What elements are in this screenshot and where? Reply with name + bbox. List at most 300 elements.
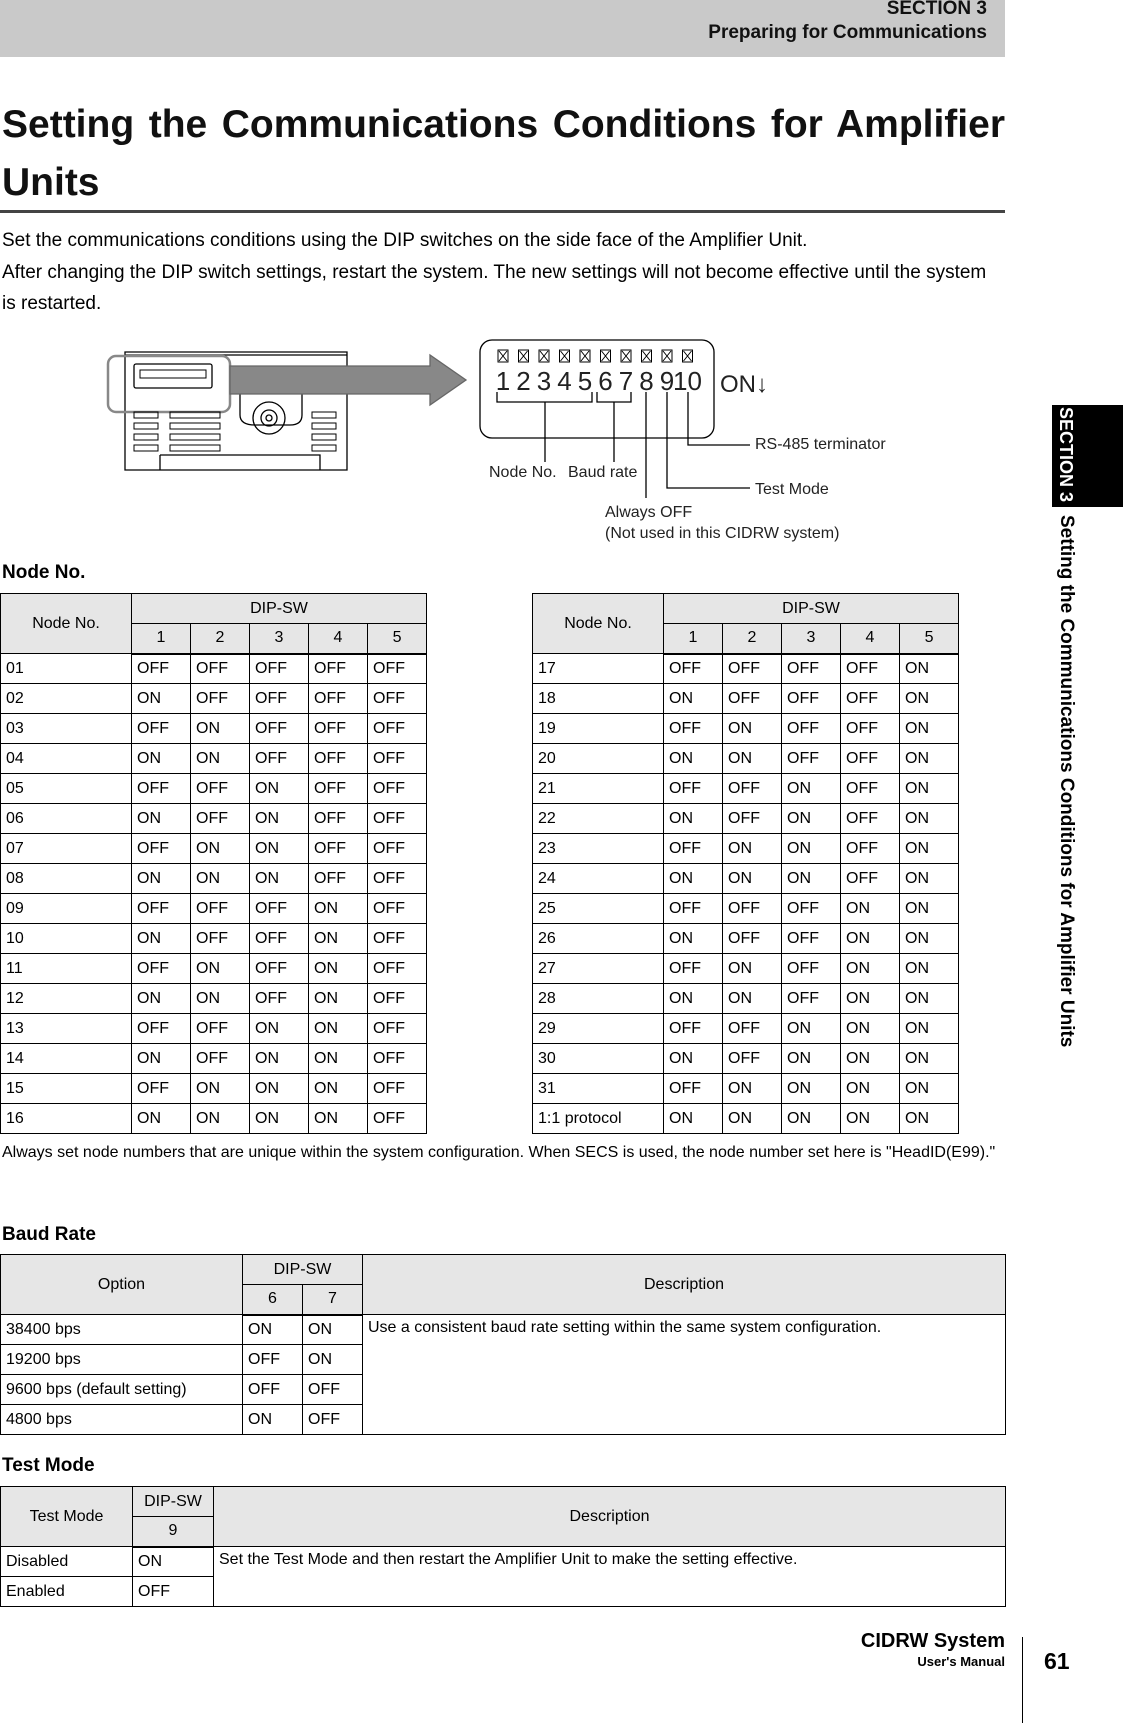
col-switch-2: 2 xyxy=(191,624,250,654)
switch-state: OFF xyxy=(782,954,841,984)
switch-state: OFF xyxy=(368,834,427,864)
node-number: 02 xyxy=(1,684,132,714)
col-switch-7: 7 xyxy=(303,1285,363,1315)
switch-state: OFF xyxy=(723,924,782,954)
switch-state: OFF xyxy=(368,654,427,684)
switch-state: OFF xyxy=(191,894,250,924)
table-row xyxy=(533,714,959,744)
switch-state: ON xyxy=(900,1014,959,1044)
col-node-no: Node No. xyxy=(1,594,132,654)
switch-state: OFF xyxy=(723,654,782,684)
node-number: 21 xyxy=(533,774,664,804)
switch-number: 2 xyxy=(516,366,531,396)
switch-state: ON xyxy=(132,684,191,714)
node-number: 13 xyxy=(1,1014,132,1044)
switch-state: ON xyxy=(132,1044,191,1074)
table-row xyxy=(1,894,427,924)
node-number: 04 xyxy=(1,744,132,774)
switch-state: OFF xyxy=(368,984,427,1014)
option-label: 38400 bps xyxy=(1,1315,243,1345)
switch-state: OFF xyxy=(133,1577,214,1607)
table-row xyxy=(1,924,427,954)
switch-state: OFF xyxy=(132,894,191,924)
switch-state: OFF xyxy=(250,894,309,924)
switch-state: OFF xyxy=(841,804,900,834)
switch-state: ON xyxy=(723,864,782,894)
table-row xyxy=(1,1315,1006,1345)
switch-state: ON xyxy=(900,864,959,894)
table-row xyxy=(533,654,959,684)
option-label: 19200 bps xyxy=(1,1345,243,1375)
switch-state: ON xyxy=(250,1104,309,1134)
option-label: Disabled xyxy=(1,1547,133,1577)
switch-state: ON xyxy=(309,1074,368,1104)
footer-product: CIDRW System xyxy=(860,1630,1005,1652)
table-row xyxy=(533,1044,959,1074)
switch-state: OFF xyxy=(132,1074,191,1104)
switch-state: ON xyxy=(132,924,191,954)
label-test-mode: Test Mode xyxy=(755,481,829,498)
description-cell: Set the Test Mode and then restart the Amplifier Unit to make the setting effective. xyxy=(214,1547,1006,1607)
node-number: 16 xyxy=(1,1104,132,1134)
switch-state: OFF xyxy=(132,714,191,744)
zoom-arrow xyxy=(230,355,466,405)
switch-state: ON xyxy=(309,924,368,954)
switch-state: ON xyxy=(250,834,309,864)
node-number: 28 xyxy=(533,984,664,1014)
switch-state: OFF xyxy=(250,654,309,684)
table-row xyxy=(1,1104,427,1134)
switch-state: ON xyxy=(723,744,782,774)
switch-state: OFF xyxy=(309,834,368,864)
switch-state: ON xyxy=(664,924,723,954)
col-switch-4: 4 xyxy=(841,624,900,654)
table-row xyxy=(533,804,959,834)
switch-state: OFF xyxy=(782,684,841,714)
node-no-table-left xyxy=(0,593,427,1134)
table-row xyxy=(533,684,959,714)
switch-state: ON xyxy=(309,984,368,1014)
description-cell: Use a consistent baud rate setting within the same system configuration. xyxy=(363,1315,1006,1435)
table-row xyxy=(1,1044,427,1074)
col-dip-sw: DIP-SW xyxy=(133,1487,214,1517)
node-number: 05 xyxy=(1,774,132,804)
col-description: Description xyxy=(363,1255,1006,1315)
switch-state: ON xyxy=(303,1345,363,1375)
switch-state: ON xyxy=(664,1044,723,1074)
switch-state: OFF xyxy=(303,1375,363,1405)
switch-state: OFF xyxy=(841,684,900,714)
switch-state: OFF xyxy=(309,684,368,714)
option-label: Enabled xyxy=(1,1577,133,1607)
switch-state: OFF xyxy=(782,924,841,954)
switch-state: OFF xyxy=(664,654,723,684)
switch-state: ON xyxy=(191,1104,250,1134)
baud-rate-table xyxy=(0,1254,1006,1435)
col-switch-4: 4 xyxy=(309,624,368,654)
switch-state: OFF xyxy=(368,894,427,924)
col-option: Option xyxy=(1,1255,243,1315)
switch-state: ON xyxy=(250,774,309,804)
node-number: 30 xyxy=(533,1044,664,1074)
switch-state: OFF xyxy=(782,894,841,924)
switch-state: OFF xyxy=(191,774,250,804)
switch-state: ON xyxy=(664,804,723,834)
switch-state: ON xyxy=(191,1074,250,1104)
switch-state: OFF xyxy=(723,774,782,804)
test-mode-heading: Test Mode xyxy=(2,1455,95,1476)
switch-state: OFF xyxy=(191,1044,250,1074)
switch-state: OFF xyxy=(841,744,900,774)
switch-state: OFF xyxy=(664,1074,723,1104)
table-row xyxy=(533,1104,959,1134)
switch-state: OFF xyxy=(309,804,368,834)
switch-state: OFF xyxy=(782,984,841,1014)
switch-state: ON xyxy=(664,984,723,1014)
switch-state: ON xyxy=(782,1074,841,1104)
node-no-heading: Node No. xyxy=(2,562,86,583)
switch-number: 5 xyxy=(577,366,593,396)
node-number: 14 xyxy=(1,1044,132,1074)
table-row xyxy=(1,984,427,1014)
switch-state: ON xyxy=(664,744,723,774)
switch-state: OFF xyxy=(250,684,309,714)
switch-state: ON xyxy=(841,1074,900,1104)
node-number: 03 xyxy=(1,714,132,744)
dip-switch-diagram xyxy=(0,330,1005,550)
switch-state: ON xyxy=(782,804,841,834)
switch-state: ON xyxy=(900,924,959,954)
switch-state: ON xyxy=(309,954,368,984)
node-number: 23 xyxy=(533,834,664,864)
table-row xyxy=(533,1074,959,1104)
switch-state: OFF xyxy=(368,714,427,744)
switch-state: ON xyxy=(841,924,900,954)
table-row xyxy=(533,984,959,1014)
node-number: 20 xyxy=(533,744,664,774)
switch-state: OFF xyxy=(368,774,427,804)
switch-state: ON xyxy=(133,1547,214,1577)
switch-state: ON xyxy=(782,1014,841,1044)
side-tab-section: SECTION 3 xyxy=(1056,407,1076,503)
switch-state: OFF xyxy=(309,774,368,804)
node-number: 06 xyxy=(1,804,132,834)
label-rs485-terminator: RS-485 terminator xyxy=(755,436,886,453)
label-not-used: (Not used in this CIDRW system) xyxy=(605,525,840,542)
switch-state: ON xyxy=(900,654,959,684)
table-row xyxy=(1,954,427,984)
col-switch-2: 2 xyxy=(723,624,782,654)
switch-state: OFF xyxy=(368,1014,427,1044)
side-section-tab xyxy=(1052,405,1123,507)
switch-state: ON xyxy=(191,834,250,864)
switch-state: OFF xyxy=(132,834,191,864)
title-rule xyxy=(0,210,1005,213)
switch-state: ON xyxy=(132,744,191,774)
switch-state: OFF xyxy=(132,654,191,684)
switch-state: OFF xyxy=(782,714,841,744)
switch-state: ON xyxy=(191,714,250,744)
switch-state: OFF xyxy=(782,654,841,684)
switch-state: ON xyxy=(309,1044,368,1074)
node-number: 31 xyxy=(533,1074,664,1104)
table-row xyxy=(1,804,427,834)
table-row xyxy=(1,684,427,714)
switch-state: ON xyxy=(191,744,250,774)
switch-state: OFF xyxy=(243,1375,303,1405)
switch-state: ON xyxy=(900,834,959,864)
node-no-table-right xyxy=(532,593,959,1134)
col-switch-6: 6 xyxy=(243,1285,303,1315)
switch-number: 3 xyxy=(536,366,552,396)
col-description: Description xyxy=(214,1487,1006,1547)
switch-state: OFF xyxy=(250,954,309,984)
table-row xyxy=(533,834,959,864)
switch-state: OFF xyxy=(191,684,250,714)
on-direction-label: ON↓ xyxy=(720,371,768,398)
switch-state: OFF xyxy=(191,924,250,954)
switch-state: OFF xyxy=(723,684,782,714)
switch-state: ON xyxy=(782,774,841,804)
switch-state: ON xyxy=(723,954,782,984)
node-number: 25 xyxy=(533,894,664,924)
switch-state: OFF xyxy=(664,834,723,864)
col-node-no: Node No. xyxy=(533,594,664,654)
switch-state: ON xyxy=(900,714,959,744)
table-row xyxy=(533,924,959,954)
switch-state: OFF xyxy=(723,1044,782,1074)
section-header xyxy=(0,0,1005,57)
switch-state: ON xyxy=(900,1074,959,1104)
switch-state: ON xyxy=(782,834,841,864)
switch-state: ON xyxy=(841,1014,900,1044)
switch-state: ON xyxy=(782,864,841,894)
table-row xyxy=(1,774,427,804)
switch-state: ON xyxy=(782,1044,841,1074)
switch-state: OFF xyxy=(723,804,782,834)
switch-state: ON xyxy=(723,984,782,1014)
switch-state: OFF xyxy=(664,714,723,744)
switch-state: OFF xyxy=(368,924,427,954)
switch-state: OFF xyxy=(368,1074,427,1104)
table-row xyxy=(533,954,959,984)
switch-state: OFF xyxy=(841,864,900,894)
switch-state: OFF xyxy=(841,774,900,804)
switch-state: OFF xyxy=(368,744,427,774)
switch-state: ON xyxy=(250,804,309,834)
switch-state: ON xyxy=(841,1044,900,1074)
switch-state: ON xyxy=(782,1104,841,1134)
switch-state: ON xyxy=(243,1315,303,1345)
switch-state: OFF xyxy=(191,654,250,684)
switch-state: OFF xyxy=(368,864,427,894)
col-mode: Test Mode xyxy=(1,1487,133,1547)
table-row xyxy=(533,774,959,804)
switch-number: 6 xyxy=(598,366,613,396)
switch-state: OFF xyxy=(250,714,309,744)
switch-state: ON xyxy=(191,954,250,984)
switch-number: 9 xyxy=(659,366,675,396)
switch-state: ON xyxy=(900,894,959,924)
switch-state: OFF xyxy=(368,1044,427,1074)
table-row xyxy=(533,744,959,774)
baud-rate-heading: Baud Rate xyxy=(2,1224,96,1245)
option-label: 4800 bps xyxy=(1,1405,243,1435)
switch-state: ON xyxy=(900,744,959,774)
node-number: 1:1 protocol xyxy=(533,1104,664,1134)
option-label: 9600 bps (default setting) xyxy=(1,1375,243,1405)
header-subtitle: Preparing for Communications xyxy=(708,22,987,43)
table-row xyxy=(1,654,427,684)
col-switch-1: 1 xyxy=(664,624,723,654)
switch-number: 1 xyxy=(495,366,511,396)
switch-state: ON xyxy=(900,954,959,984)
node-number: 09 xyxy=(1,894,132,924)
col-dip-sw: DIP-SW xyxy=(243,1255,363,1285)
switch-state: ON xyxy=(132,1104,191,1134)
node-number: 15 xyxy=(1,1074,132,1104)
table-row xyxy=(1,1014,427,1044)
header-section: SECTION 3 xyxy=(886,0,987,19)
switch-state: OFF xyxy=(309,864,368,894)
switch-state: ON xyxy=(723,834,782,864)
switch-state: ON xyxy=(664,684,723,714)
switch-state: ON xyxy=(191,864,250,894)
switch-state: OFF xyxy=(368,1104,427,1134)
col-switch-3: 3 xyxy=(782,624,841,654)
switch-state: OFF xyxy=(664,774,723,804)
intro-paragraph-2: After changing the DIP switch settings, restart the system. The new settings will not become effective until the system is restarted. xyxy=(2,262,987,314)
switch-state: OFF xyxy=(841,654,900,684)
switch-state: OFF xyxy=(243,1345,303,1375)
switch-state: ON xyxy=(723,1074,782,1104)
switch-state: ON xyxy=(841,984,900,1014)
node-number: 18 xyxy=(533,684,664,714)
switch-state: OFF xyxy=(723,894,782,924)
switch-state: ON xyxy=(132,984,191,1014)
table-row xyxy=(1,744,427,774)
switch-state: ON xyxy=(243,1405,303,1435)
node-number: 11 xyxy=(1,954,132,984)
node-number: 27 xyxy=(533,954,664,984)
page-number: 61 xyxy=(1044,1648,1070,1674)
switch-state: OFF xyxy=(368,804,427,834)
col-switch-5: 5 xyxy=(368,624,427,654)
page-title: Setting the Communications Conditions for Amplifier Units xyxy=(2,103,1005,204)
switch-state: ON xyxy=(250,864,309,894)
switch-state: OFF xyxy=(191,1014,250,1044)
switch-state: OFF xyxy=(132,774,191,804)
switch-state: OFF xyxy=(309,744,368,774)
switch-state: ON xyxy=(191,984,250,1014)
label-baud-rate: Baud rate xyxy=(568,464,638,481)
switch-state: OFF xyxy=(782,744,841,774)
table-row xyxy=(1,834,427,864)
switch-state: ON xyxy=(900,804,959,834)
switch-number: 10 xyxy=(673,366,702,396)
switch-state: OFF xyxy=(132,954,191,984)
switch-number: 7 xyxy=(618,366,634,396)
switch-state: ON xyxy=(723,1104,782,1134)
node-number: 19 xyxy=(533,714,664,744)
switch-state: ON xyxy=(723,714,782,744)
switch-state: OFF xyxy=(250,984,309,1014)
node-number: 07 xyxy=(1,834,132,864)
switch-state: ON xyxy=(250,1074,309,1104)
switch-state: OFF xyxy=(309,714,368,744)
switch-state: ON xyxy=(132,864,191,894)
table-row xyxy=(533,894,959,924)
switch-state: ON xyxy=(664,864,723,894)
switch-state: ON xyxy=(250,1044,309,1074)
node-number: 29 xyxy=(533,1014,664,1044)
switch-state: ON xyxy=(664,1104,723,1134)
switch-state: ON xyxy=(303,1315,363,1345)
switch-state: OFF xyxy=(841,834,900,864)
switch-state: OFF xyxy=(250,744,309,774)
switch-state: OFF xyxy=(250,924,309,954)
switch-state: OFF xyxy=(368,954,427,984)
footer-manual: User's Manual xyxy=(917,1654,1005,1669)
col-switch-5: 5 xyxy=(900,624,959,654)
col-switch-1: 1 xyxy=(132,624,191,654)
intro-paragraph-1: Set the communications conditions using the DIP switches on the side face of the Amplifier Unit. xyxy=(2,230,808,251)
node-number: 08 xyxy=(1,864,132,894)
switch-state: OFF xyxy=(664,1014,723,1044)
label-node-no: Node No. xyxy=(489,464,557,481)
node-no-note: Always set node numbers that are unique within the system configuration. When SECS is used, the node number set here is "HeadID(E99)." xyxy=(2,1144,996,1161)
col-switch-3: 3 xyxy=(250,624,309,654)
switch-state: ON xyxy=(900,1044,959,1074)
node-number: 22 xyxy=(533,804,664,834)
switch-state: OFF xyxy=(132,1014,191,1044)
test-mode-table xyxy=(0,1486,1006,1607)
switch-state: OFF xyxy=(309,654,368,684)
switch-state: OFF xyxy=(191,804,250,834)
node-number: 24 xyxy=(533,864,664,894)
node-number: 01 xyxy=(1,654,132,684)
switch-state: ON xyxy=(309,894,368,924)
switch-state: OFF xyxy=(841,714,900,744)
switch-state: OFF xyxy=(664,954,723,984)
switch-state: ON xyxy=(309,1104,368,1134)
side-tab-title: Setting the Communications Conditions for Amplifier Units xyxy=(1056,515,1077,1048)
col-dip-sw: DIP-SW xyxy=(132,594,427,624)
switch-state: ON xyxy=(841,894,900,924)
switch-state: ON xyxy=(250,1014,309,1044)
table-row xyxy=(533,864,959,894)
table-row xyxy=(1,1547,1006,1577)
switch-state: ON xyxy=(841,1104,900,1134)
table-row xyxy=(1,864,427,894)
label-always-off: Always OFF xyxy=(605,504,693,521)
switch-state: ON xyxy=(900,1104,959,1134)
table-row xyxy=(1,1074,427,1104)
switch-state: ON xyxy=(132,804,191,834)
node-number: 17 xyxy=(533,654,664,684)
switch-state: OFF xyxy=(368,684,427,714)
node-number: 12 xyxy=(1,984,132,1014)
switch-number: 8 xyxy=(639,366,654,396)
switch-state: OFF xyxy=(723,1014,782,1044)
switch-state: ON xyxy=(900,984,959,1014)
switch-state: ON xyxy=(900,774,959,804)
col-dip-sw: DIP-SW xyxy=(664,594,959,624)
node-number: 26 xyxy=(533,924,664,954)
switch-state: ON xyxy=(841,954,900,984)
col-switch-9: 9 xyxy=(133,1517,214,1547)
switch-state: ON xyxy=(309,1014,368,1044)
